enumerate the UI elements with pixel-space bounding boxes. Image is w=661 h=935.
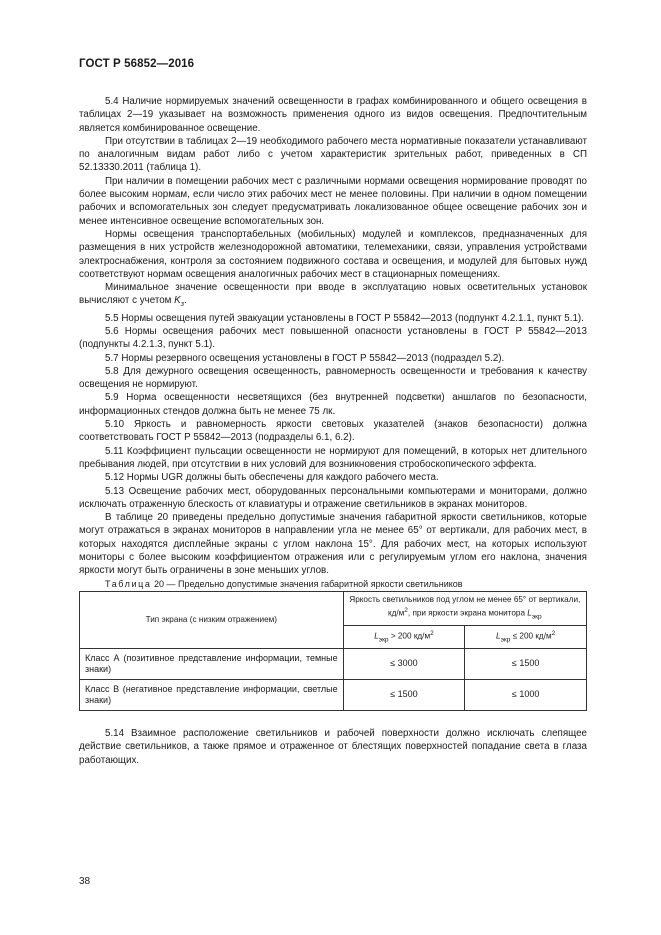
table-row: [80, 680, 587, 711]
paragraph: 5.5 Нормы освещения путей эвакуации установлены в ГОСТ Р 55842—2013 (подпункт 4.2.1.1, пункт 5.1).: [105, 312, 584, 324]
table-header-row: [80, 591, 587, 625]
paragraph: Нормы освещения транспортабельных (мобильных) модулей и комплексов, предназначенных для размещения в них устройств железнодорожной автоматики, телемеханики, связи, управления устройствами электроснабжения, контроля за состоянием подвижного состава и освещения, и модулей для бытовых нужд соответствуют нормам освещения аналогичных рабочих мест в стационарных помещениях.: [79, 228, 587, 280]
paragraph: При наличии в помещении рабочих мест с различными нормами освещения нормирование проводят по более высоким нормам, если число этих рабочих мест не менее половины. При наличии в одном помещении рабочих и вспомогательных зон следует предусматривать локализованное общее освещение рабочих зон и менее интенсивное освещение вспомогательных зон.: [79, 175, 587, 227]
k-coefficient: $K_з$: [174, 295, 184, 309]
subcol-header-high: $L_{экр} > 200$ $кд/м^2$: [343, 626, 465, 649]
page-number: 38: [79, 876, 91, 887]
col-header-screen-type: Тип экрана (с низким отражением): [80, 591, 344, 648]
table-cell-type: Класс А (позитивное представление информации, темные знаки): [80, 649, 344, 680]
subcol-header-low: $L_{экр} \le 200$ $кд/м^2$: [465, 626, 587, 649]
col-header-luminance: Яркость светильников под углом не менее 65° от вертикали, $кд/м^2$, при яркости экрана монитора $L_{экр}$: [343, 591, 586, 625]
paragraph: 5.10 Яркость и равномерность яркости световых указателей (знаков безопасности) должна соответствовать ГОСТ Р 55842—2013 (подразделы 6.1, 6.2).: [79, 419, 587, 444]
luminance-table: [79, 591, 587, 711]
paragraph: 5.4 Наличие нормируемых значений освещенности в графах комбинированного и общего освещения в таблицах 2—19 указывает на возможность применения одного из видов освещения. Предпочтительным является комбинированное освещение.: [79, 96, 587, 134]
paragraph-text: Минимальное значение освещенности при вводе в эксплуатацию новых осветительных установок вычисляют с учетом: [79, 282, 587, 307]
paragraph: 5.6 Нормы освещения рабочих мест повышенной опасности установлены в ГОСТ Р 55842—2013 (подпункты 4.2.1.3, пункт 5.1).: [79, 326, 587, 351]
paragraph: 5.13 Освещение рабочих мест, оборудованных персональными компьютерами и мониторами, должно исключать отраженную блескость от клавиатуры и отражение светильников в экранах мониторов.: [79, 485, 587, 510]
paragraph: 5.11 Коэффициент пульсации освещенности не нормируют для помещений, в которых нет длительного пребывания людей, при отсутствии в них условий для возникновения стробоскопического эффекта.: [79, 445, 587, 470]
document-header: ГОСТ Р 56852—2016: [79, 58, 195, 70]
table-cell-value: ≤ 1500: [343, 680, 465, 711]
paragraph: 5.9 Норма освещенности несветящихся (без внутренней подсветки) аншлагов по безопасности, информационных стендов должна быть не менее 75 лк.: [79, 392, 587, 417]
page-content: [79, 95, 587, 767]
paragraph-k-coefficient: Минимальное значение освещенности при вводе в эксплуатацию новых осветительных установок вычисляют с учетом $K_з$.: [79, 282, 587, 309]
table-row: [80, 649, 587, 680]
paragraph: При отсутствии в таблицах 2—19 необходимого рабочего места нормативные показатели устанавливают по аналогичным видам работ либо с учетом характеристик зрительных работ, приведенных в СП 52.13330.2011 (таблица 1).: [79, 135, 587, 174]
paragraph: В таблице 20 приведены предельно допустимые значения габаритной яркости светильников, которые могут отражаться в экранах мониторов в направлении угла не менее 65° от вертикали, для рабочих мест, в которых находятся дисплейные экраны с углом наклона 15°. Для рабочих мест, на которых используют мониторы с более высоким коэффициентом отражения или с регулируемым углом его наклона, значения яркости могут быть ограничены в зоне меньших углов.: [79, 512, 587, 577]
table-cell-type: Класс В (негативное представление информации, светлые знаки): [80, 680, 344, 711]
table-caption: Таблица 20 — Предельно допустимые значения габаритной яркости светильников: [105, 578, 463, 589]
paragraph: 5.8 Для дежурного освещения освещенность, равномерность освещенности и требования к качеству освещения не нормируют.: [79, 365, 587, 391]
table-cell-value: ≤ 3000: [343, 649, 465, 680]
table-cell-value: ≤ 1000: [465, 680, 587, 711]
paragraph: 5.12 Нормы UGR должны быть обеспечены для каждого рабочего места.: [105, 472, 439, 484]
paragraph: 5.7 Нормы резервного освещения установлены в ГОСТ Р 55842—2013 (подраздел 5.2).: [105, 352, 505, 364]
table-cell-value: ≤ 1500: [465, 649, 587, 680]
paragraph: 5.14 Взаимное расположение светильников и рабочей поверхности должно исключать слепящее действие светильников, а также прямое и отраженное от блестящих поверхностей попадание света в глаза работающих.: [79, 728, 587, 766]
